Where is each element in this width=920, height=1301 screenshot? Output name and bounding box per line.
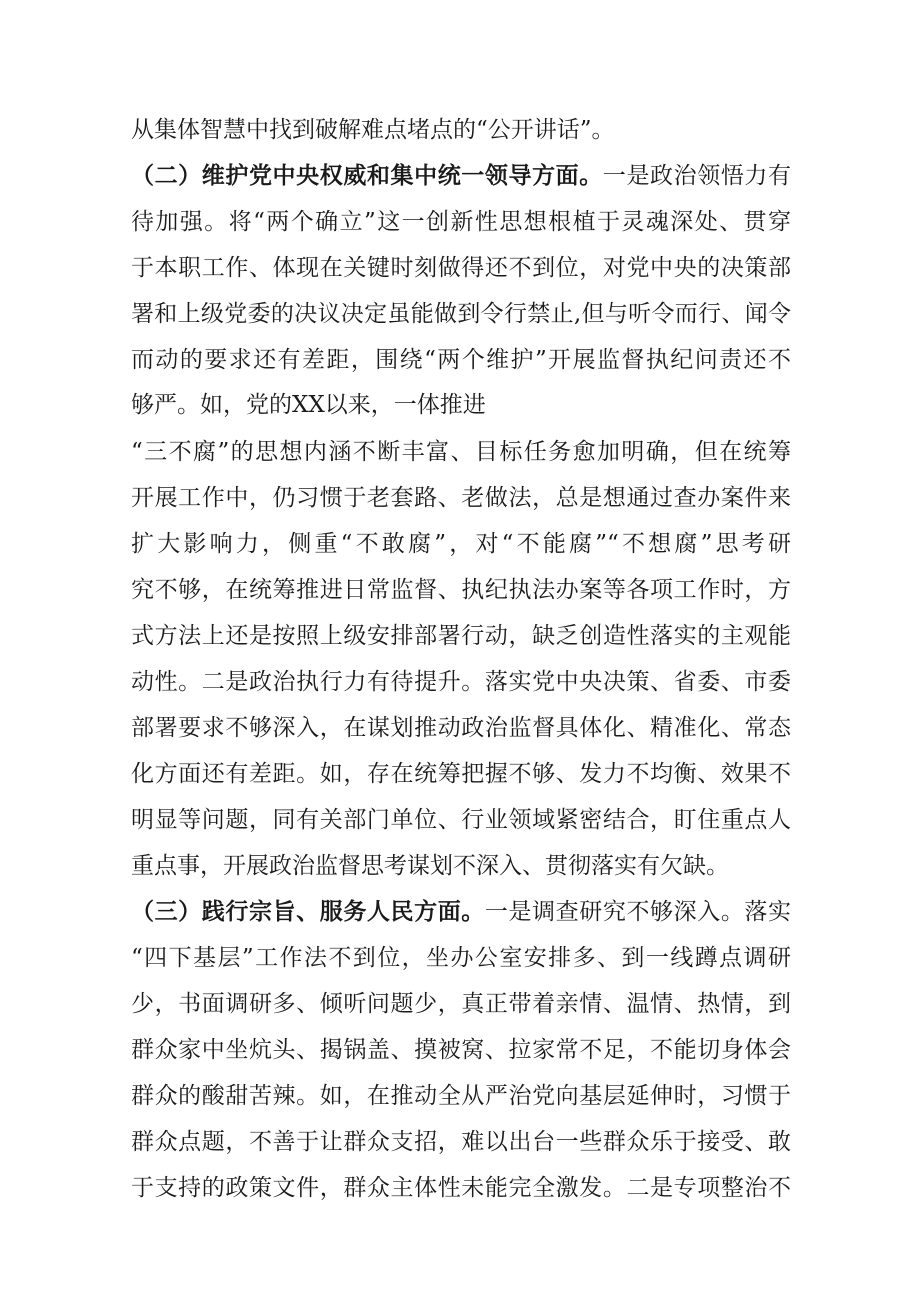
- text-line: 署和上级党委的决议决定虽能做到令行禁止,但与听令而行、闻令: [131, 301, 791, 327]
- section-2-heading: （二）维护党中央权威和集中统一领导方面。: [131, 162, 603, 189]
- text-line: 而动的要求还有差距，围绕“两个维护”开展监督执纪问责还不: [131, 347, 791, 373]
- text-line: 式方法上还是按照上级安排部署行动，缺乏创造性落实的主观能: [131, 623, 791, 649]
- section-2-line: [131, 156, 791, 196]
- text-line: 群众的酸甜苦辣。如，在推动全从严治党向基层延伸时，习惯于: [131, 1083, 791, 1109]
- text-line: 从集体智慧中找到破解难点堵点的“公开讲话”。: [131, 117, 615, 143]
- text-line: 群众家中坐炕头、揭锅盖、摸被窝、拉家常不足，不能切身体会: [131, 1037, 791, 1063]
- text-line: 少，书面调研多、倾听问题少，真正带着亲情、温情、热情，到: [131, 991, 791, 1017]
- text-line: 够严。如，党的XX以来，一体推进: [131, 392, 486, 418]
- section-2-lead: 一是政治领悟力有: [602, 163, 791, 189]
- text-line: 明显等问题，同有关部门单位、行业领域紧密结合，盯住重点人: [131, 807, 791, 833]
- text-line: 于本职工作、体现在关键时刻做得还不到位，对党中央的决策部: [131, 255, 791, 281]
- text-line: 化方面还有差距。如，存在统筹把握不够、发力不均衡、效果不: [131, 761, 791, 787]
- section-3-lead: 一是调查研究不够深入。落实: [484, 899, 791, 925]
- section-3-heading: （三）践行宗旨、服务人民方面。: [131, 898, 485, 925]
- text-line: 究不够，在统筹推进日常监督、执纪执法办案等各项工作时，方: [131, 577, 791, 603]
- text-line: 部署要求不够深入，在谋划推动政治监督具体化、精准化、常态: [131, 715, 791, 741]
- text-line: 开展工作中，仍习惯于老套路、老做法，总是想通过查办案件来: [131, 485, 791, 511]
- text-line: 扩大影响力，侧重“不敢腐”，对“不能腐”“不想腐”思考研: [131, 531, 791, 557]
- section-3-line: [131, 892, 791, 932]
- text-line: “三不腐”的思想内涵不断丰富、目标任务愈加明确，但在统筹: [131, 439, 791, 465]
- text-line: 动性。二是政治执行力有待提升。落实党中央决策、省委、市委: [131, 669, 791, 695]
- text-line: 于支持的政策文件，群众主体性未能完全激发。二是专项整治不: [131, 1175, 791, 1201]
- text-line: 待加强。将“两个确立”这一创新性思想根植于灵魂深处、贯穿: [131, 209, 791, 235]
- text-line: 重点事，开展政治监督思考谋划不深入、贯彻落实有欠缺。: [131, 853, 729, 879]
- text-line: “四下基层”工作法不到位，坐办公室安排多、到一线蹲点调研: [131, 945, 791, 971]
- text-line: 群众点题，不善于让群众支招，难以出台一些群众乐于接受、敢: [131, 1129, 791, 1155]
